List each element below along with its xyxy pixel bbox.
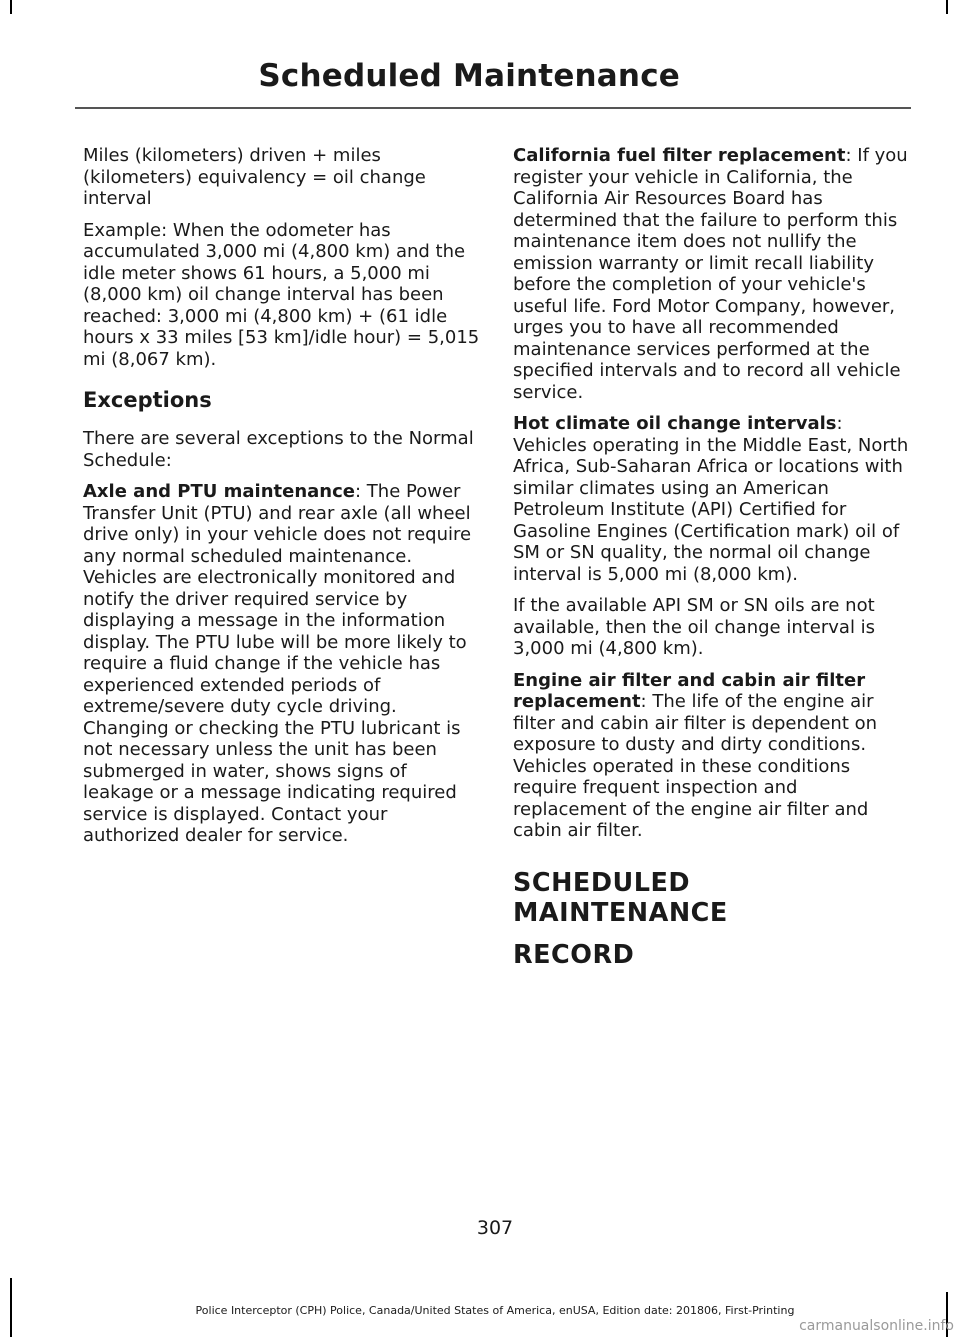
crop-mark-top-left xyxy=(10,0,12,14)
hot-climate-text: : Vehicles operating in the Middle East, North Africa, Sub-Saharan Africa or locations with similar climates using an American Petroleum Institute (API) Certified for Gasoline Engines (Certification mark) oil of SM or SN quality, the normal oil change interval is 5,000 mi (8,000 km). xyxy=(513,413,909,585)
footer-text: Police Interceptor (CPH) Police, Canada/United States of America, enUSA, Edition date: 201806, First-Printing xyxy=(195,1304,795,1317)
hot-climate-label: Hot climate oil change intervals xyxy=(513,413,837,434)
california-paragraph xyxy=(513,145,911,403)
axle-ptu-paragraph xyxy=(83,481,481,847)
maintenance-record-heading-line1: SCHEDULED MAINTENANCE xyxy=(513,867,728,928)
right-column xyxy=(513,145,911,970)
page-number: 307 xyxy=(476,1217,514,1239)
california-text: : If you register your vehicle in California, the California Air Resources Board has determined that the failure to perform this maintenance item does not nullify the emission warranty or limit recall liability before the completion of your vehicle's useful life. Ford Motor Company, however, urges you to have all recommended maintenance services performed at the specified intervals and to record all vehicle service. xyxy=(513,145,908,403)
header-divider xyxy=(75,107,911,109)
maintenance-record-heading-line2: RECORD xyxy=(513,939,635,970)
air-filter-text: : The life of the engine air filter and cabin air filter is dependent on exposure to dusty and dirty conditions. Vehicles operated in these conditions require frequent inspection and replacement of the engine air filter and cabin air filter. xyxy=(513,691,878,841)
hot-climate-paragraph xyxy=(513,413,911,585)
maintenance-record-heading xyxy=(513,868,911,970)
exceptions-heading: Exceptions xyxy=(83,388,212,412)
page-title: Scheduled Maintenance xyxy=(258,58,680,94)
watermark: carmanualsonline.info xyxy=(799,1318,954,1334)
example-paragraph: Example: When the odometer has accumulated 3,000 mi (4,800 km) and the idle meter shows 61 hours, a 5,000 mi (8,000 km) oil change interval has been reached: 3,000 mi (4,800 km) + (61 idle hours x 33 miles [53 km]/idle hour) = 5,015 mi (8,067 km). xyxy=(83,219,480,370)
air-filter-paragraph xyxy=(513,670,911,842)
axle-ptu-text: : The Power Transfer Unit (PTU) and rear axle (all wheel drive only) in your vehicle does not require any normal scheduled maintenance. Vehicles are electronically monitored and notify the driver required service by displaying a message in the information display. The PTU lube will be more likely to require a fluid change if the vehicle has experienced extended periods of extreme/severe duty cycle driving. Changing or checking the PTU lubricant is not necessary unless the unit has been submerged in water, shows signs of leakage or a message indicating required service is displayed. Contact your authorized dealer for service. xyxy=(83,481,472,846)
left-column xyxy=(83,145,481,857)
air-filter-label: Engine air filter and cabin air filter replacement xyxy=(513,669,866,712)
axle-ptu-label: Axle and PTU maintenance xyxy=(83,481,356,502)
formula-paragraph: Miles (kilometers) driven + miles (kilometers) equivalency = oil change interval xyxy=(83,145,426,209)
api-oil-paragraph: If the available API SM or SN oils are not available, then the oil change interval is 3,000 mi (4,800 km). xyxy=(513,595,876,659)
california-label: California fuel filter replacement xyxy=(513,145,846,166)
crop-mark-top-right xyxy=(946,0,948,14)
exceptions-intro: There are several exceptions to the Normal Schedule: xyxy=(83,428,474,471)
